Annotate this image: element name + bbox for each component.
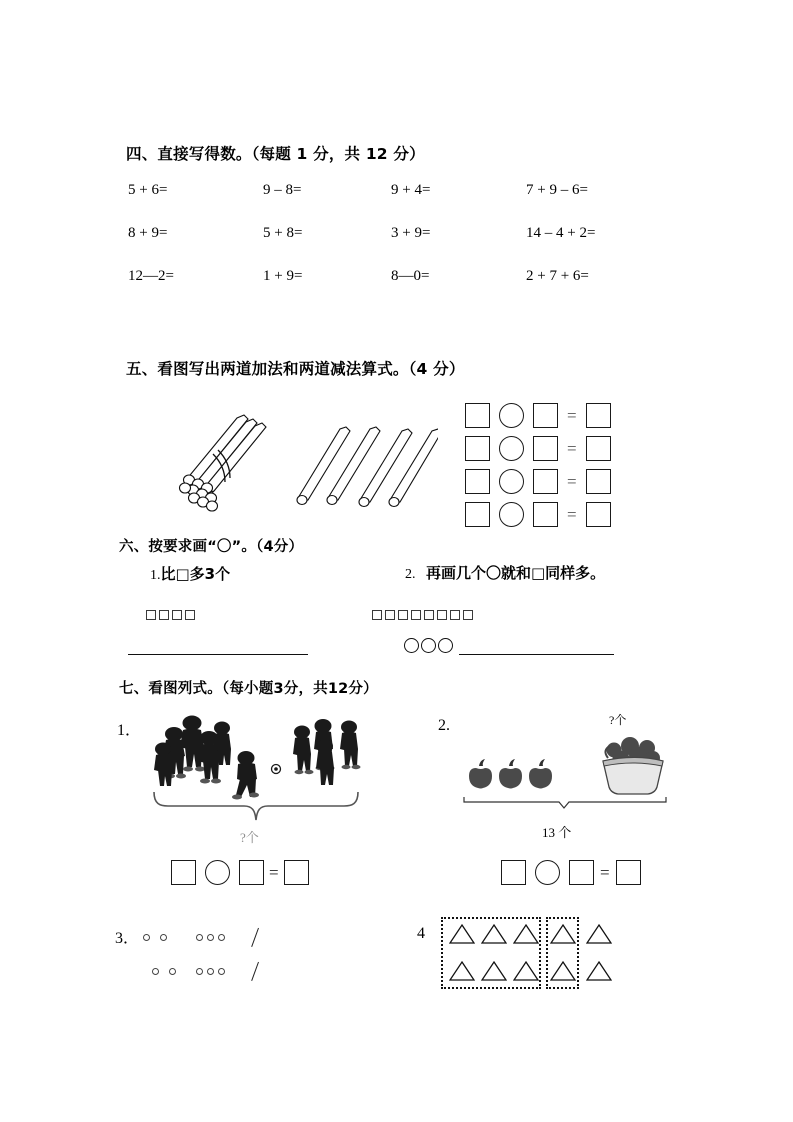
math-problem: 5 + 8= xyxy=(263,225,303,241)
dot-shape xyxy=(218,934,225,941)
q2-total-caption: 13 个 xyxy=(542,825,572,840)
q3-row1-slash xyxy=(251,928,259,947)
section-6-title: 六、按要求画“〇”。（4分） xyxy=(119,539,304,555)
operator-circle[interactable] xyxy=(499,502,524,527)
q2-equation-row xyxy=(501,860,641,885)
math-problem: 3 + 9= xyxy=(391,225,431,241)
math-problem: 14 – 4 + 2= xyxy=(526,225,596,241)
math-problem: 8—0= xyxy=(391,268,430,284)
math-problem: 5 + 6= xyxy=(128,182,168,198)
q4-triangle-grid xyxy=(445,920,625,995)
answer-box[interactable] xyxy=(533,502,558,527)
section-6-q2 xyxy=(405,562,605,583)
triangle-shape xyxy=(550,960,576,982)
answer-box[interactable] xyxy=(533,469,558,494)
answer-box[interactable] xyxy=(586,469,611,494)
triangle-shape xyxy=(513,923,539,945)
circle-shape xyxy=(421,638,436,653)
square-shape xyxy=(146,610,156,620)
equation-row xyxy=(465,469,611,494)
math-problem: 8 + 9= xyxy=(128,225,168,241)
square-shape xyxy=(424,610,434,620)
q3-number: 3． xyxy=(115,930,140,947)
q2-number: 2. xyxy=(438,717,450,734)
dot-shape xyxy=(160,934,167,941)
section-5-title: 五、看图写出两道加法和两道减法算式。（4 分） xyxy=(126,360,465,378)
dot-shape xyxy=(169,968,176,975)
sticks-illustration xyxy=(168,398,438,518)
table-row xyxy=(128,182,638,225)
circle-shape xyxy=(404,638,419,653)
q3-row1-right-dots xyxy=(196,934,225,941)
q3-row1-left-dots xyxy=(143,934,167,941)
answer-box[interactable] xyxy=(465,469,490,494)
equals-sign: = xyxy=(567,472,577,491)
square-shape xyxy=(411,610,421,620)
operator-circle[interactable] xyxy=(499,403,524,428)
equals-sign: = xyxy=(567,406,577,425)
math-problem: 12—2= xyxy=(128,268,174,284)
answer-box[interactable] xyxy=(465,436,490,461)
table-row xyxy=(128,268,638,311)
q1-square-strip xyxy=(146,610,195,620)
equals-sign: = xyxy=(600,863,610,882)
table-row xyxy=(128,225,638,268)
dot-shape xyxy=(143,934,150,941)
math-problem: 1 + 9= xyxy=(263,268,303,284)
dot-shape xyxy=(196,968,203,975)
square-shape xyxy=(385,610,395,620)
answer-box[interactable] xyxy=(533,403,558,428)
dot-shape xyxy=(196,934,203,941)
square-shape xyxy=(450,610,460,620)
q2-bracket xyxy=(463,796,668,819)
triangle-shape xyxy=(481,960,507,982)
square-shape xyxy=(463,610,473,620)
dot-shape xyxy=(207,968,214,975)
equation-row xyxy=(465,436,611,461)
answer-box[interactable] xyxy=(533,436,558,461)
square-shape xyxy=(372,610,382,620)
section-5-equation-boxes xyxy=(465,403,611,535)
q3-row2-left-dots xyxy=(152,968,176,975)
math-problem: 7 + 9 – 6= xyxy=(526,182,588,198)
answer-box[interactable] xyxy=(239,860,264,885)
dot-shape xyxy=(152,968,159,975)
equation-row xyxy=(465,403,611,428)
q3-row2-right-dots xyxy=(196,968,225,975)
square-shape xyxy=(185,610,195,620)
answer-box[interactable] xyxy=(171,860,196,885)
q1-equation-row xyxy=(171,860,309,885)
answer-box[interactable] xyxy=(616,860,641,885)
answer-box[interactable] xyxy=(284,860,309,885)
equals-sign: = xyxy=(269,863,279,882)
q2-answer-line[interactable] xyxy=(459,654,614,655)
question-number: 1. xyxy=(150,568,161,583)
square-shape xyxy=(437,610,447,620)
answer-box[interactable] xyxy=(586,502,611,527)
dot-shape xyxy=(207,934,214,941)
answer-box[interactable] xyxy=(501,860,526,885)
q1-number: 1． xyxy=(117,722,142,739)
answer-box[interactable] xyxy=(465,403,490,428)
square-shape xyxy=(398,610,408,620)
q2-circle-strip xyxy=(404,638,453,653)
q2-square-strip xyxy=(372,610,473,620)
operator-circle[interactable] xyxy=(535,860,560,885)
operator-circle[interactable] xyxy=(205,860,230,885)
operator-circle[interactable] xyxy=(499,436,524,461)
section-4-title: 四、直接写得数。（每题 1 分，共 12 分） xyxy=(126,145,425,163)
q1-brace-caption: ?个 xyxy=(240,830,259,845)
math-problem: 9 – 8= xyxy=(263,182,302,198)
circle-shape xyxy=(438,638,453,653)
equals-sign: = xyxy=(567,505,577,524)
answer-box[interactable] xyxy=(586,403,611,428)
q2-basket-caption: ?个 xyxy=(609,713,627,727)
dot-shape xyxy=(218,968,225,975)
q1-answer-line[interactable] xyxy=(128,654,308,655)
apples-and-basket-illustration xyxy=(462,730,667,800)
square-shape xyxy=(172,610,182,620)
math-problem: 9 + 4= xyxy=(391,182,431,198)
triangle-shape xyxy=(586,960,612,982)
q4-number: 4 xyxy=(417,925,425,942)
operator-circle[interactable] xyxy=(499,469,524,494)
equation-row xyxy=(465,502,611,527)
answer-box[interactable] xyxy=(465,502,490,527)
triangle-shape xyxy=(481,923,507,945)
question-number: 2. xyxy=(405,567,416,582)
triangle-shape xyxy=(586,923,612,945)
triangle-shape xyxy=(449,923,475,945)
answer-box[interactable] xyxy=(569,860,594,885)
square-shape xyxy=(159,610,169,620)
section-7-title: 七、看图列式。（每小题3分，共12分） xyxy=(119,681,378,697)
equals-sign: = xyxy=(567,439,577,458)
question-text: 比□多3个 xyxy=(160,565,231,583)
question-text: 再画几个〇就和□同样多。 xyxy=(425,564,606,582)
math-problem: 2 + 7 + 6= xyxy=(526,268,589,284)
section-4-problem-grid xyxy=(128,182,638,311)
triangle-shape xyxy=(449,960,475,982)
q3-row2-slash xyxy=(251,962,259,981)
triangle-shape xyxy=(513,960,539,982)
section-6-q1 xyxy=(150,563,230,584)
triangle-shape xyxy=(550,923,576,945)
answer-box[interactable] xyxy=(586,436,611,461)
